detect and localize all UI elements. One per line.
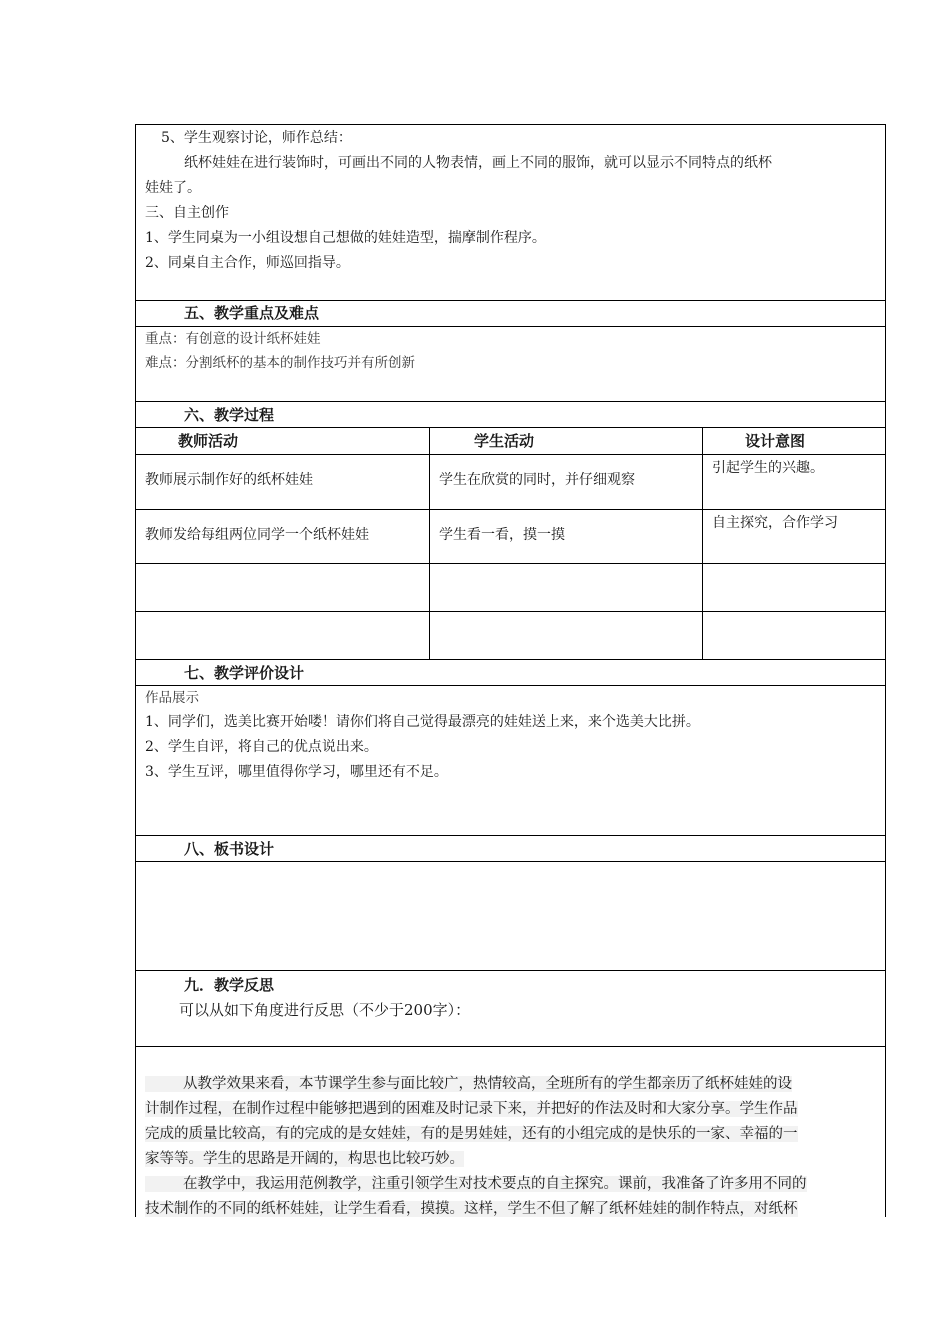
key-point: 重点：有创意的设计纸杯娃娃 — [145, 331, 321, 347]
design-intent-text: 自主探究，合作学习 — [712, 515, 838, 531]
reflection-text: 技术制作的不同的纸杯娃娃，让学生看看，摸摸。这样，学生不但了解了纸杯娃娃的制作特点，对纸杯 — [145, 1201, 798, 1217]
reflection-line — [136, 1147, 885, 1172]
sec9-title: 九．教学反思 — [184, 976, 275, 994]
teacher-activity-text: 教师发给每组两位同学一个纸杯娃娃 — [145, 527, 369, 543]
table-row-empty — [136, 564, 885, 612]
sec6-title-row — [136, 402, 885, 428]
sec5-body — [136, 327, 885, 402]
lesson-plan-table — [135, 124, 886, 1217]
reflection-text: 在教学中，我运用范例教学，注重引领学生对技术要点的自主探究。课前，我准备了许多用不同的 — [145, 1176, 807, 1192]
table-row — [136, 510, 885, 564]
design-intent-text: 引起学生的兴趣。 — [712, 460, 824, 476]
sec8-body — [136, 862, 885, 971]
sec7-title-row — [136, 660, 885, 686]
student-activity-text: 学生在欣赏的同时，并仔细观察 — [439, 472, 635, 488]
header-intent: 设计意图 — [745, 432, 806, 450]
teacher-activity-text: 教师展示制作好的纸杯娃娃 — [145, 472, 313, 488]
step-5-line: 5、学生观察讨论，师作总结： — [161, 130, 352, 146]
sec7-title: 七、教学评价设计 — [184, 664, 305, 682]
process-header-row — [136, 428, 885, 455]
sec6-title: 六、教学过程 — [184, 406, 275, 424]
evaluation-step-3: 3、学生互评，哪里值得你学习，哪里还有不足。 — [145, 764, 448, 780]
summary-line-cont: 娃娃了。 — [145, 180, 201, 196]
student-activity — [430, 510, 703, 563]
evaluation-intro: 作品展示 — [145, 690, 199, 706]
empty-cell — [430, 612, 703, 659]
sec7-body — [136, 686, 885, 836]
sec5-title: 五、教学重点及难点 — [184, 304, 320, 322]
difficult-point: 难点：分割纸杯的基本的制作技巧并有所创新 — [145, 355, 415, 371]
table-row-empty — [136, 612, 885, 660]
create-step-1: 1、学生同桌为一小组设想自己想做的娃娃造型，揣摩制作程序。 — [145, 230, 546, 246]
create-step-2: 2、同桌自主合作，师巡回指导。 — [145, 255, 350, 271]
reflection-body — [136, 1047, 885, 1217]
header-student: 学生活动 — [430, 428, 703, 454]
student-activity-text: 学生看一看，摸一摸 — [439, 527, 565, 543]
empty-cell — [136, 564, 430, 611]
teacher-activity — [136, 455, 430, 509]
reflection-text: 家等等。学生的思路是开阔的，构思也比较巧妙。 — [145, 1151, 464, 1167]
student-activity — [430, 455, 703, 509]
empty-cell — [703, 612, 887, 659]
reflection-line — [136, 1172, 885, 1197]
reflection-line — [136, 1122, 885, 1147]
table-row — [136, 455, 885, 510]
reflection-text: 完成的质量比较高，有的完成的是女娃娃，有的是男娃娃，还有的小组完成的是快乐的一家、幸福的一 — [145, 1126, 798, 1142]
design-intent — [703, 510, 887, 563]
procedure-continued — [136, 125, 885, 301]
teacher-activity — [136, 510, 430, 563]
section-3-heading: 三、自主创作 — [145, 205, 229, 221]
reflection-text: 从教学效果来看，本节课学生参与面比较广，热情较高，全班所有的学生都亲历了纸杯娃娃的设 — [145, 1076, 792, 1092]
sec8-title: 八、板书设计 — [184, 840, 275, 858]
design-intent — [703, 455, 887, 509]
sec9-header — [136, 971, 885, 1047]
header-teacher: 教师活动 — [136, 428, 430, 454]
reflection-line — [136, 1097, 885, 1122]
empty-cell — [136, 612, 430, 659]
reflection-line — [136, 1197, 885, 1222]
reflection-line — [136, 1072, 885, 1097]
reflection-text: 计制作过程，在制作过程中能够把遇到的困难及时记录下来，并把好的作法及时和大家分享。学生作品 — [145, 1101, 798, 1117]
evaluation-step-2: 2、学生自评，将自己的优点说出来。 — [145, 739, 378, 755]
empty-cell — [703, 564, 887, 611]
evaluation-step-1: 1、同学们，选美比赛开始喽！请你们将自己觉得最漂亮的娃娃送上来，来个选美大比拼。 — [145, 714, 700, 730]
summary-line: 纸杯娃娃在进行装饰时，可画出不同的人物表情，画上不同的服饰，就可以显示不同特点的纸杯 — [184, 155, 772, 171]
empty-cell — [430, 564, 703, 611]
sec5-title-row — [136, 301, 885, 327]
sec8-title-row — [136, 836, 885, 862]
sec9-subtitle: 可以从如下角度进行反思（不少于200字）： — [179, 1001, 471, 1019]
